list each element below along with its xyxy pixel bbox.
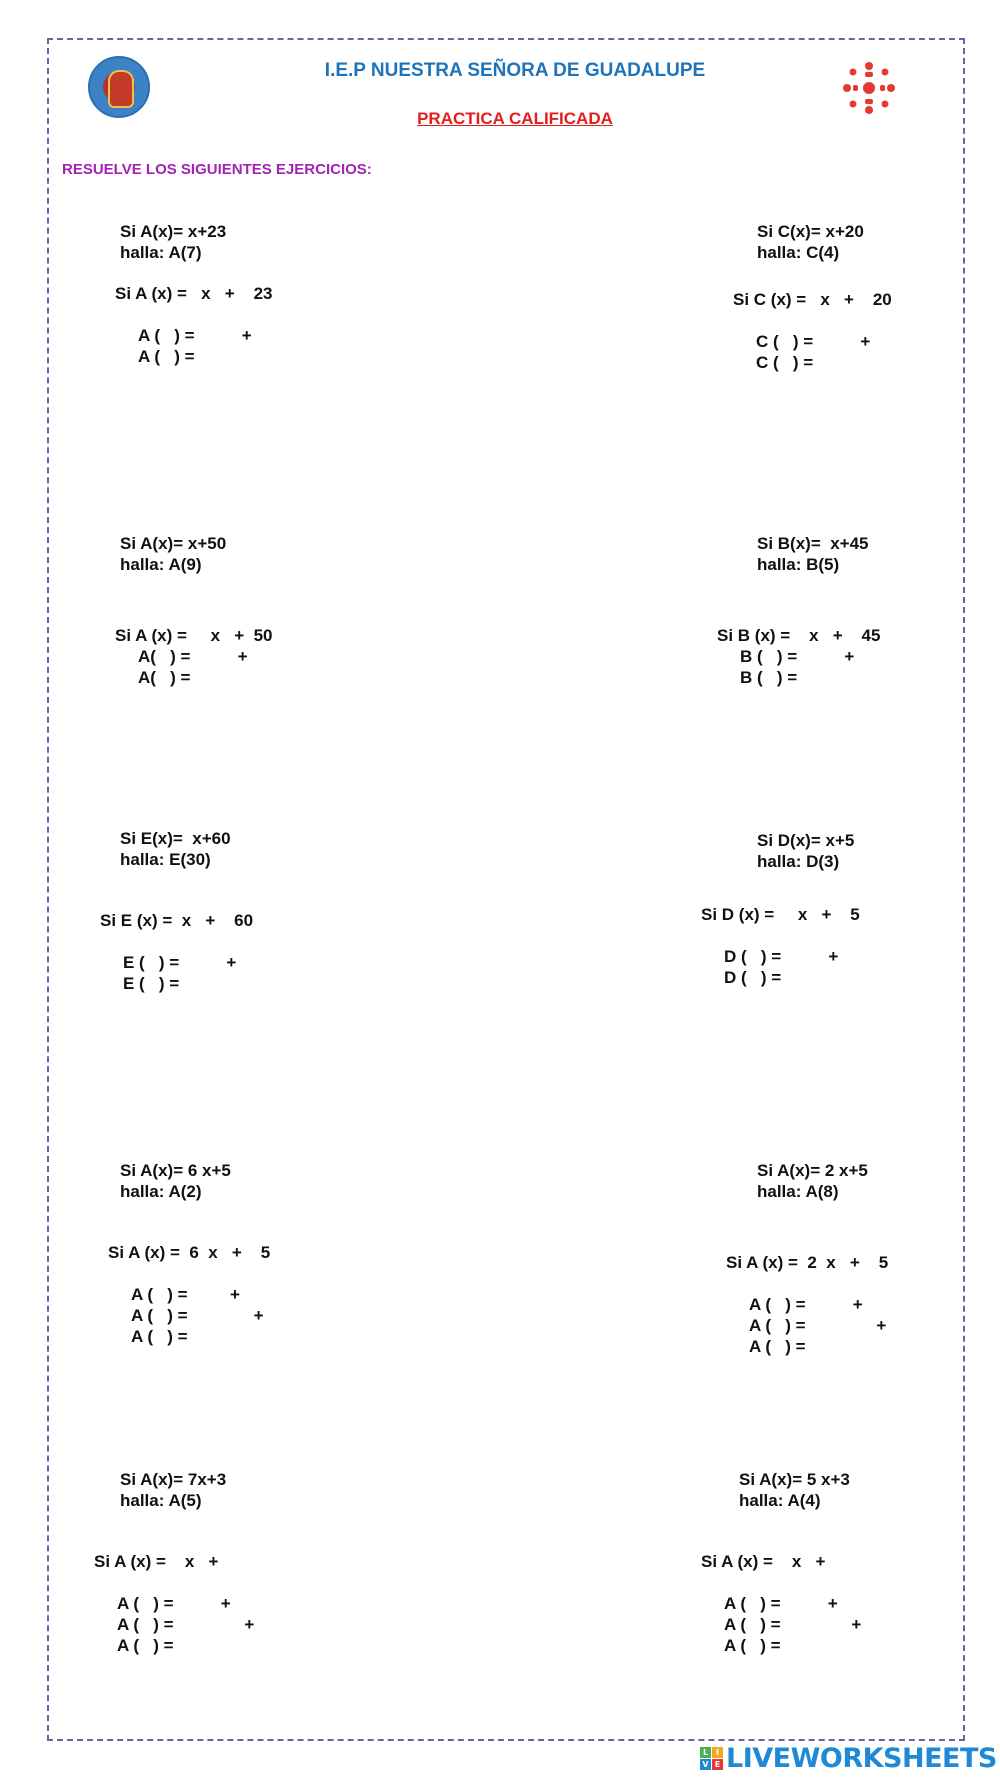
function-definition: Si A(x)= 6 x+5 <box>120 1161 231 1180</box>
exercise-9 <box>94 1469 255 1656</box>
answer-line: B ( ) = + <box>740 647 855 666</box>
exercise-7 <box>108 1160 271 1347</box>
answer-line: D ( ) = <box>724 968 782 987</box>
answer-line: A ( ) = + <box>117 1594 231 1613</box>
function-definition: Si A(x)= 5 x+3 <box>739 1470 850 1489</box>
answer-line: D ( ) = + <box>724 947 839 966</box>
answer-line: E ( ) = <box>123 974 180 993</box>
find-instruction: halla: A(8) <box>757 1182 839 1201</box>
answer-line: A ( ) = + <box>724 1615 862 1634</box>
function-definition: Si A(x)= x+23 <box>120 222 227 241</box>
liveworksheets-brand <box>700 1741 997 1775</box>
find-instruction: halla: E(30) <box>120 850 211 869</box>
answer-line: C ( ) = <box>756 353 814 372</box>
substitution-line: Si D (x) = x + 5 <box>701 905 860 924</box>
answer-line: A( ) = <box>138 668 191 687</box>
exercise-4 <box>717 533 881 688</box>
liveworksheets-badge-icon: L I V E <box>700 1747 723 1770</box>
find-instruction: halla: A(4) <box>739 1491 821 1510</box>
answer-line: A ( ) = + <box>131 1285 240 1304</box>
answer-line: A ( ) = + <box>724 1594 838 1613</box>
substitution-line: Si E (x) = x + 60 <box>100 911 254 930</box>
answer-line: A ( ) = <box>131 1327 188 1346</box>
find-instruction: halla: A(2) <box>120 1182 202 1201</box>
find-instruction: halla: B(5) <box>757 555 840 574</box>
answer-line: A ( ) = <box>117 1636 174 1655</box>
find-instruction: halla: A(5) <box>120 1491 202 1510</box>
find-instruction: halla: D(3) <box>757 852 840 871</box>
answer-line: A ( ) = + <box>138 326 252 345</box>
find-instruction: halla: A(9) <box>120 555 202 574</box>
instructions: RESUELVE LOS SIGUIENTES EJERCICIOS: <box>62 161 372 178</box>
worksheet-title: PRACTICA CALIFICADA <box>417 109 613 128</box>
substitution-line: Si C (x) = x + 20 <box>733 290 892 309</box>
answer-line: A ( ) = + <box>749 1295 863 1314</box>
substitution-line: Si A (x) = 6 x + 5 <box>108 1243 271 1262</box>
answer-line: A ( ) = <box>138 347 195 366</box>
function-definition: Si A(x)= x+50 <box>120 534 227 553</box>
answer-line: C ( ) = + <box>756 332 871 351</box>
function-definition: Si C(x)= x+20 <box>757 222 864 241</box>
function-definition: Si B(x)= x+45 <box>757 534 869 553</box>
answer-line: E ( ) = + <box>123 953 237 972</box>
exercise-10 <box>701 1469 862 1656</box>
substitution-line: Si A (x) = 2 x + 5 <box>726 1253 889 1272</box>
exercise-3 <box>115 533 273 688</box>
exercise-2 <box>733 221 892 373</box>
brand-name: LIVEWORKSHEETS <box>726 1742 997 1774</box>
find-instruction: halla: A(7) <box>120 243 202 262</box>
find-instruction: halla: C(4) <box>757 243 840 262</box>
exercise-6 <box>701 830 860 988</box>
answer-line: A ( ) = + <box>749 1316 887 1335</box>
substitution-line: Si A (x) = x + <box>701 1552 826 1571</box>
answer-line: A( ) = + <box>138 647 248 666</box>
substitution-line: Si A (x) = x + 50 <box>115 626 273 645</box>
exercise-5 <box>100 828 254 994</box>
function-definition: Si D(x)= x+5 <box>757 831 855 850</box>
function-definition: Si A(x)= 2 x+5 <box>757 1161 868 1180</box>
substitution-line: Si B (x) = x + 45 <box>717 626 881 645</box>
school-name: I.E.P NUESTRA SEÑORA DE GUADALUPE <box>324 60 706 81</box>
function-definition: Si A(x)= 7x+3 <box>120 1470 227 1489</box>
function-definition: Si E(x)= x+60 <box>120 829 231 848</box>
answer-line: A ( ) = <box>724 1636 781 1655</box>
answer-line: A ( ) = + <box>117 1615 255 1634</box>
substitution-line: Si A (x) = x + <box>94 1552 219 1571</box>
answer-line: A ( ) = + <box>131 1306 264 1325</box>
exercise-1 <box>115 221 273 367</box>
exercise-8 <box>726 1160 889 1357</box>
answer-line: B ( ) = <box>740 668 798 687</box>
answer-line: A ( ) = <box>749 1337 806 1356</box>
substitution-line: Si A (x) = x + 23 <box>115 284 273 303</box>
